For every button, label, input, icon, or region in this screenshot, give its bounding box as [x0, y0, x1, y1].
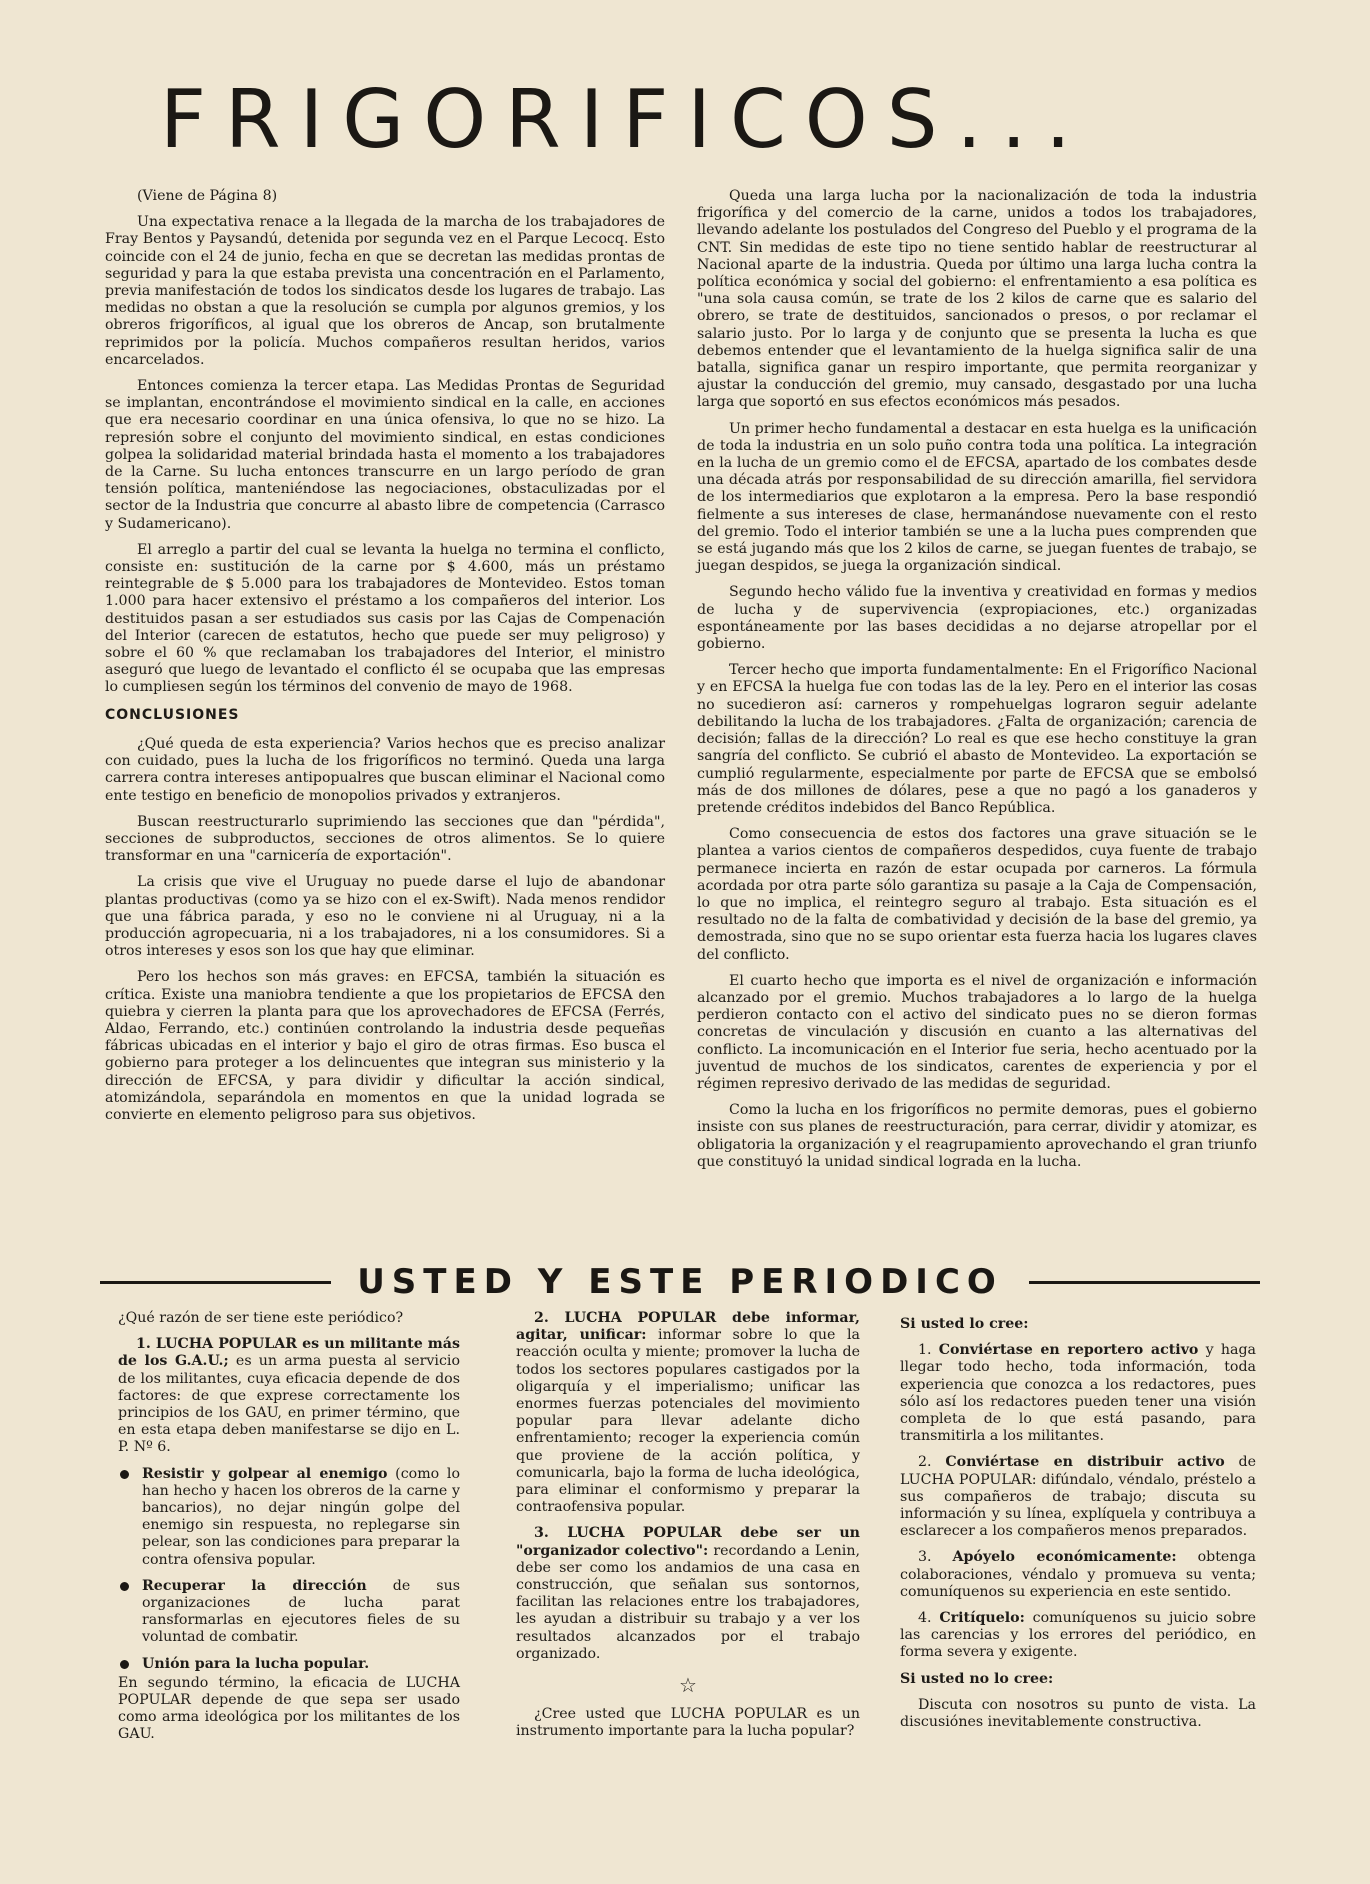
point-1	[118, 1336, 460, 1456]
closing-question: ¿Cree usted que LUCHA POPULAR es un instrumento importante para la lucha popular?	[516, 1706, 860, 1740]
star-icon: ☆	[679, 1673, 697, 1698]
bottom-column-3	[900, 1310, 1256, 1740]
article-paragraph: Como consecuencia de estos dos factores una grave situación se le plantea a varios cientos de compañeros despedidos, cuya fuente de trabajo permanece incierta en razón de estar ocupada por carneros. La fórmula acordada por otra parte sólo garantiza su pasaje a la Caja de Compensación, lo que no implica, el reintegro seguro al trabajo. Esta situación es el resultado no de la falta de combatividad y decisión de la base del gremio, ya demostrada, sino que no se supo orientar esta fuerza hacia los lugares claves del conflicto.	[697, 826, 1257, 963]
point-2-title: 2. LUCHA POPULAR debe informar, agitar, unificar:	[516, 1310, 860, 1344]
action-item-text: y haga llegar todo hecho, toda información, toda experiencia que conozca a los redactores, pues sólo así los redactores pueden tener una visión completa de lo que está pasando, para transmitirla a los militantes.	[900, 1342, 1257, 1445]
point-3-title: 3. LUCHA POPULAR debe ser un "organizador colectivo":	[516, 1525, 860, 1559]
section-header	[100, 1262, 1260, 1302]
point-3	[516, 1525, 860, 1663]
bullet-icon	[120, 1660, 129, 1669]
action-item: 2. Conviértase en distribuir activo de LUCHA POPULAR: difúndalo, véndalo, préstelo a sus compañeros de trabajo; discuta su información y su línea, explíquela y contribuya a esclarecer a los compañeros menos preparados.	[900, 1454, 1256, 1540]
article-paragraph: Tercer hecho que importa fundamentalmente: En el Frigorífico Nacional y en EFCSA la huelga fue con todas las de la ley. Pero en el interior las cosas no sucedieron así: carneros y rompehuelgas lograron seguir adelante debilitando la lucha de los trabajadores. ¿Falta de organización; carencia de decisión; fallas de la dirección? Lo real es que ese hecho constituye la gran sangría del conflicto. Se cubrió el abasto de Montevideo. La exportación se cumplió regularmente, especialmente por parte de EFCSA que se embolsó más de dos millones de dólares, pese a que no pagó a los ganaderos y pretende créditos indebidos del Banco República.	[697, 662, 1257, 816]
article-paragraph: Pero los hechos son más graves: en EFCSA, también la situación es crítica. Existe una maniobra tendiente a que los propietarios de EFCSA den quiebra y cierren la planta para que los aprovechadores de EFCSA (Ferrés, Aldao, Ferrando, etc.) continúen controlando la industria desde pequeñas fábricas ubicadas en el interior y bajo el giro de otras firmas. Eso busca el gobierno para proteger a los delincuentes que integran sus ministerio y la dirección de EFCSA, y para dividir y dificultar la acción sindical, atomizándola, separándola en momentos en que la unidad lograda se convierte en elemento peligroso para sus objetivos.	[105, 969, 665, 1123]
bullet-item	[118, 1656, 460, 1673]
left-article-column	[105, 188, 665, 1133]
point-2-text: informar sobre lo que la reacción oculta y miente; promover la lucha de todos los sectores populares castigados por la oligarquía y el imperialismo; unificar las enormes fuerzas potenciales del movimiento popular para llevar adelante dicho enfrentamiento; recoger la experiencia común que proviene de la acción política, y comunicarla, bajo la forma de lucha ideológica, para eliminar el conformismo y preparar la contraofensiva popular.	[516, 1327, 860, 1516]
header-rule-right	[1029, 1281, 1260, 1284]
action-item-text: de LUCHA POPULAR: difúndalo, véndalo, préstelo a sus compañeros de trabajo; discuta su información y su línea, explíquela y contribuya a esclarecer a los compañeros menos preparados.	[900, 1454, 1256, 1540]
article-paragraph: La crisis que vive el Uruguay no puede darse el lujo de abandonar plantas productivas (como ya se hizo con el ex-Swift). Nada menos rendidor que una fábrica parada, y eso no le conviene ni al Uruguay, ni a la producción agropecuaria, ni a los trabajadores, ni a los consumidores. Si a otros intereses y esos son los que hay que eliminar.	[105, 874, 665, 960]
closing-paragraph: Discuta con nosotros su punto de vista. La discusiónes inevitablemente constructiva.	[900, 1696, 1256, 1731]
header-rule-left	[100, 1281, 331, 1284]
action-item-title: Critíquelo:	[939, 1610, 1025, 1627]
bullet-text: (como lo han hecho y hacen los obreros de la carne y bancarios), no dejar ningún golpe del enemigo sin respuesta, no replegarse sin pelear, son las condiciones para preparar la contra ofensiva popular.	[142, 1465, 460, 1568]
action-item-text: obtenga colaboraciones, véndalo y promueva su venta; comuníquenos su experiencia en este sentido.	[900, 1549, 1256, 1600]
if-yes-heading: Si usted lo cree:	[900, 1316, 1029, 1332]
bullet-text: de sus organizaciones de lucha parat ransformarlas en ejecutores fieles de su voluntad de combatir.	[142, 1577, 460, 1646]
article-paragraph: Como la lucha en los frigoríficos no permite demoras, pues el gobierno insiste con sus planes de reestructuración, para cerrar, dividir y atomizar, es obligatoria la organización y el reagrupamiento aprovechando el gran triunfo que constituyó la unidad sindical lograda en la lucha.	[697, 1102, 1257, 1170]
action-item-title: Apóyelo económicamente:	[952, 1549, 1177, 1566]
point-3-text: recordando a Lenin, debe ser como los andamios de una casa en construcción, que señalan sus sontornos, facilitan las relaciones entre los trabajadores, les ayudan a distribuir su trabajo y a ver los resultados alcanzados por el trabajo organizado.	[516, 1542, 860, 1662]
article-paragraph: Entonces comienza la tercer etapa. Las Medidas Prontas de Seguridad se implantan, encontrándose el movimiento sindical en la calle, en acciones que era necesario coordinar en una única ofensiva, lo que no se hizo. La represión sobre el conjunto del movimiento sindical, en estas condiciones golpea la solidaridad material brindada hasta el momento a los trabajadores de la Carne. Su lucha entonces transcurre en un largo período de gran tensión política, manteniéndose las negociaciones, obstaculizadas por el sector de la Industria que concurre al abasto libre de competencia (Carrasco y Sudamericano).	[105, 378, 665, 532]
point-1-text: es un arma puesta al servicio de los militantes, cuya eficacia depende de dos factores: de que exprese correctamente los principios de los GAU, en primer término, que en esta etapa deben manifestarse se dijo en L. P. Nº 6.	[118, 1353, 460, 1456]
bullet-icon	[120, 1582, 129, 1591]
action-item-title: Conviértase en reportero activo	[938, 1342, 1199, 1359]
action-item-title: Conviértase en distribuir activo	[945, 1454, 1225, 1471]
bullet-item	[118, 1578, 460, 1647]
bullet-title: Recuperar la dirección	[142, 1577, 367, 1594]
if-no-heading: Si usted no lo cree:	[900, 1670, 1054, 1687]
action-item: 4. Critíquelo: comuníquenos su juicio sobre las carencias y los errores del periódico, en forma severa y exigente.	[900, 1610, 1257, 1661]
continued-from-note: (Viene de Página 8)	[137, 188, 278, 204]
article-paragraph: Una expectativa renace a la llegada de la marcha de los trabajadores de Fray Bentos y Paysandú, detenida por segunda vez en el Parque Lecocq. Esto coincide con el 24 de junio, fecha en que se decretan las medidas prontas de seguridad y para la que estaba prevista una concentración en el Parlamento, previa manifestación de todos los sindicatos desde los lugares de trabajo. Las medidas no obstan a que la resolución se cumpla por algunos gremios, y los obreros frigoríficos, al igual que los obreros de Ancap, son brutalmente reprimidos por la policía. Muchos compañeros resultan heridos, varios encarcelados.	[105, 214, 665, 368]
right-article-column	[697, 188, 1257, 1180]
bottom-column-1	[118, 1310, 460, 1753]
bullet-item	[118, 1466, 460, 1569]
bullet-icon	[120, 1470, 129, 1479]
article-paragraph: Queda una larga lucha por la nacionalización de toda la industria frigorífica y del comercio de la carne, unidos a todos los trabajadores, llevando adelante los postulados del Congreso del Pueblo y el programa de la CNT. Sin medidas de este tipo no tiene sentido hablar de reestructurar al Nacional aparte de la industria. Queda por último una larga lucha contra la política económica y social del gobierno: el enfrentamiento a esa política es "una sola causa común, se trate de los 2 kilos de carne que es salario del obrero, se trate de destituidos, sancionados o presos, o por reclamar el salario justo. Por lo larga y de conjunto que se presenta la lucha es que debemos entender que el levantamiento de la huelga significa salir de una batalla, significa ganar un respiro importante, que permita reorganizar y ajustar la conducción del gremio, muy cansado, desgastado por una lucha larga que soportó en sus efectos económicos más pesados.	[697, 188, 1257, 411]
section-title: USTED Y ESTE PERIODICO	[357, 1262, 1003, 1302]
bullet-title: Unión para la lucha popular.	[142, 1655, 370, 1672]
article-paragraph: Buscan reestructurarlo suprimiendo las secciones que dan "pérdida", secciones de subproductos, secciones de otros alimentos. Se lo quiere transformar en una "carnicería de exportación".	[105, 813, 665, 865]
opening-question: ¿Qué razón de ser tiene este periódico?	[118, 1310, 404, 1326]
article-paragraph: ¿Qué queda de esta experiencia? Varios hechos que es preciso analizar con cuidado, pues la lucha de los frigoríficos no terminó. Queda una larga carrera contra intereses antipopualres que buscan eliminar el Nacional como ente testigo en beneficio de monopolios privados y extranjeros.	[105, 735, 665, 804]
article-paragraph: El cuarto hecho que importa es el nivel de organización e información alcanzado por el gremio. Muchos trabajadores a lo largo de la huelga perdieron contacto con el activo del sindicato pues no se dieron formas concretas de vinculación y discusión en cuanto a las alternativas del conflicto. La incomunicación en el Interior fue seria, hecho acentuado por la juventud de muchos de los sindicatos, carentes de experiencia y por el régimen represivo derivado de las medidas de seguridad.	[697, 972, 1257, 1092]
closing-paragraph: En segundo término, la eficacia de LUCHA POPULAR depende de que sepa ser usado como arma ideológica por los militantes de los GAU.	[118, 1674, 460, 1743]
bottom-column-2	[516, 1310, 860, 1750]
point-1-title: 1. LUCHA POPULAR es un militante más de los G.A.U.;	[118, 1336, 460, 1370]
action-item: 1. Conviértase en reportero activo y haga llegar todo hecho, toda información, toda experiencia que conozca a los redactores, pues sólo así los redactores pueden tener una visión completa de lo que está pasando, para transmitirla a los militantes.	[900, 1342, 1257, 1445]
article-paragraph: El arreglo a partir del cual se levanta la huelga no termina el conflicto, consiste en: sustitución de la carne por $ 4.600, más un préstamo reintegrable de $ 5.000 para los trabajadores de Montevideo. Estos toman 1.000 para hacer extensivo el préstamo a los compañeros del interior. Los destituidos pasan a ser estudiados sus casis por las Cajas de Compenación del Interior (carecen de estatutos, hecho que puede ser muy peligroso) y sobre el 60 % que reclamaban los trabajadores del Interior, el ministro aseguró que luego de levantado el conflicto él se ocupaba que las empresas lo cumpliesen según los términos del convenio de mayo de 1968.	[105, 541, 665, 696]
action-item: 3. Apóyelo económicamente: obtenga colaboraciones, véndalo y promueva su venta; comuníquenos su experiencia en este sentido.	[900, 1549, 1256, 1600]
point-2	[516, 1310, 860, 1516]
article-paragraph: Un primer hecho fundamental a destacar en esta huelga es la unificación de toda la industria en un solo puño contra toda una política. La integración en la lucha de un gremio como el de EFCSA, apartado de los combates desde una década atrás por responsabilidad de su dirección amarilla, fiel servidora de los intermediarios que explotaron a la empresa. Pero la base respondió fielmente a sus intereses de clase, hermanándose nuevamente con el resto del gremio. Todo el interior también se une a la lucha pues comprenden que se está jugando más que los 2 kilos de carne, se juegan fuentes de trabajo, se juegan despidos, se juega la organización sindical.	[697, 420, 1257, 575]
bullet-title: Resistir y golpear al enemigo	[142, 1465, 388, 1482]
action-item-text: comuníquenos su juicio sobre las carencias y los errores del periódico, en forma severa y exigente.	[900, 1610, 1257, 1661]
article-paragraph: Segundo hecho válido fue la inventiva y creatividad en formas y medios de lucha y de supervivencia (expropiaciones, etc.) organizadas espontáneamente por las bases decididas a no dejarse atropellar por el gobierno.	[697, 584, 1257, 653]
page-title: FRIGORIFICOS...	[160, 73, 1090, 166]
conclusions-heading: CONCLUSIONES	[105, 706, 240, 723]
